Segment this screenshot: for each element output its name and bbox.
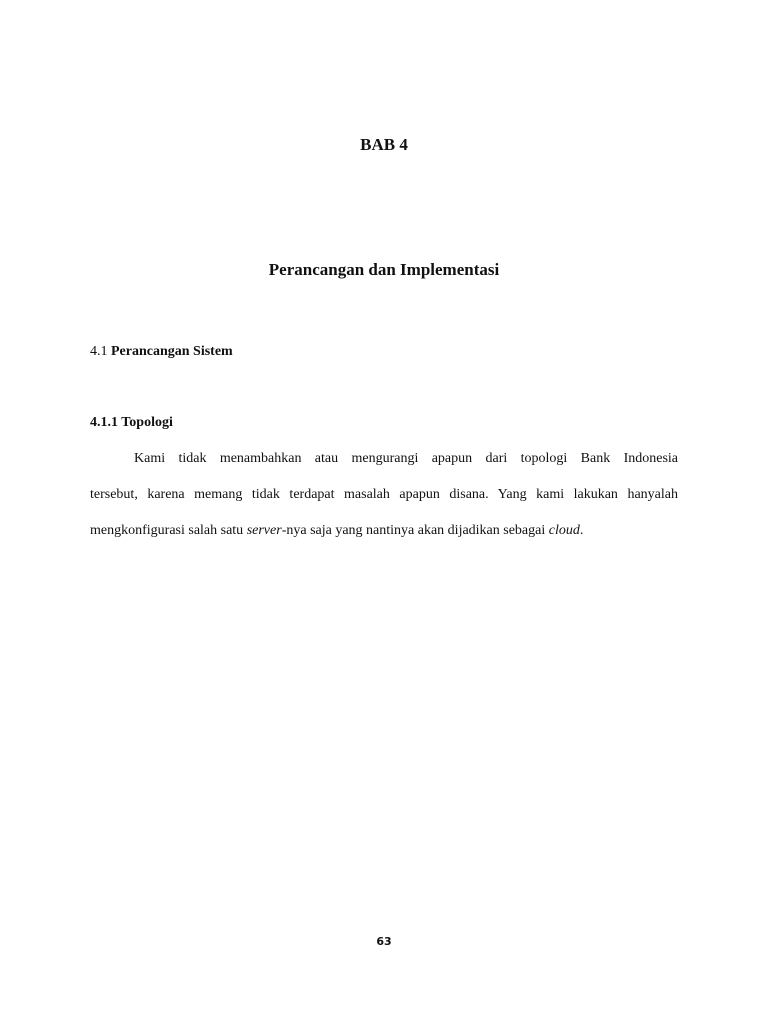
paragraph-line-3 (90, 522, 678, 540)
paragraph-line-1: Kami tidak menambahkan atau mengurangi apapun dari topologi Bank Indonesia (134, 451, 678, 466)
paragraph-text: mengkonfigurasi salah satu (90, 523, 247, 538)
italic-term-cloud: cloud (548, 523, 580, 538)
section-title: Perancangan Sistem (111, 344, 233, 359)
italic-term-server: server (246, 523, 282, 538)
page-number: 63 (376, 935, 392, 948)
paragraph-line-2: tersebut, karena memang tidak terdapat masalah apapun disana. Yang kami lakukan hanyalah (90, 487, 678, 502)
chapter-label: BAB 4 (360, 135, 408, 154)
paragraph-text: . (579, 523, 584, 538)
section-number: 4.1 (90, 344, 108, 359)
subsection-heading: 4.1.1 Topologi (90, 415, 173, 430)
chapter-title: Perancangan dan Implementasi (268, 260, 500, 279)
paragraph-text: -nya saja yang nantinya akan dijadikan sebagai (281, 523, 549, 538)
section-heading (90, 344, 233, 360)
